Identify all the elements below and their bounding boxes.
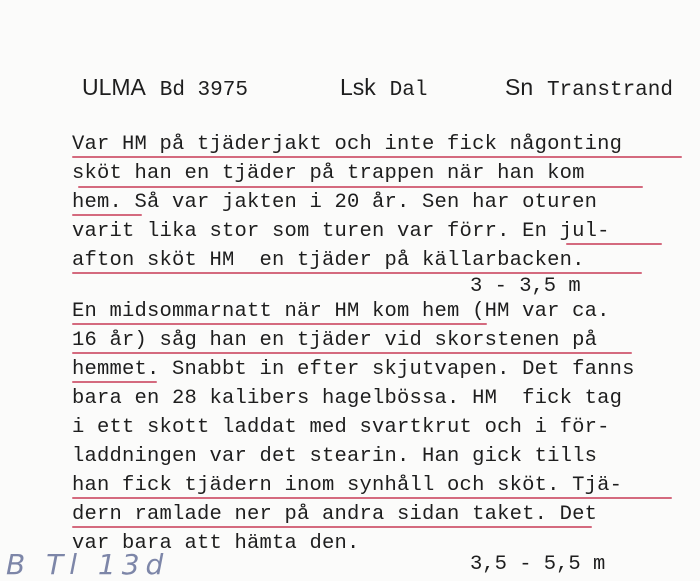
underline-mark	[72, 526, 592, 528]
text-line: var bara att hämta den.	[72, 532, 360, 555]
underline-mark	[566, 243, 662, 245]
text-line: 16 år) såg han en tjäder vid skorstenen på	[72, 329, 598, 352]
range-marker: 3,5 - 5,5 m	[470, 553, 606, 576]
text-line: Var HM på tjäderjakt och inte fick någonting	[72, 133, 623, 156]
underline-mark	[72, 156, 682, 158]
text-line: sköt han en tjäder på trappen när han kom	[72, 162, 585, 185]
underline-mark	[72, 352, 632, 354]
underline-mark	[72, 497, 672, 499]
socken-label: Sn	[505, 74, 534, 100]
socken-value: Transtrand	[546, 79, 673, 102]
landskap-value: Dal	[389, 79, 428, 102]
socken-field	[505, 74, 673, 102]
underline-mark	[72, 323, 487, 325]
text-line: hemmet. Snabbt in efter skjutvapen. Det fanns	[72, 358, 635, 381]
text-line: bara en 28 kalibers hagelbössa. HM fick tag	[72, 387, 623, 410]
ulma-value: Bd 3975	[159, 79, 248, 102]
text-line: dern ramlade ner på andra sidan taket. Det	[72, 503, 598, 526]
text-line: hem. Så var jakten i 20 år. Sen har oturen	[72, 191, 598, 214]
text-line: laddningen var det stearin. Han gick tills	[72, 445, 598, 468]
landskap-field	[340, 74, 427, 102]
text-line: han fick tjädern inom synhåll och sköt. Tjä-	[72, 474, 623, 497]
text-line: En midsommarnatt när HM kom hem (HM var ca.	[72, 300, 610, 323]
underline-mark	[72, 272, 642, 274]
archive-signum: B Tl 13d	[6, 548, 170, 581]
underline-mark	[72, 214, 142, 216]
underline-mark	[78, 186, 643, 188]
text-line: varit lika stor som turen var förr. En jul-	[72, 220, 610, 243]
range-marker: 3 - 3,5 m	[470, 275, 581, 298]
text-line: i ett skott laddat med svartkrut och i för-	[72, 416, 610, 439]
text-line: afton sköt HM en tjäder på källarbacken.	[72, 249, 585, 272]
underline-mark	[72, 381, 157, 383]
ulma-field	[82, 74, 248, 102]
ulma-label: ULMA	[82, 74, 146, 100]
landskap-label: Lsk	[340, 74, 376, 100]
